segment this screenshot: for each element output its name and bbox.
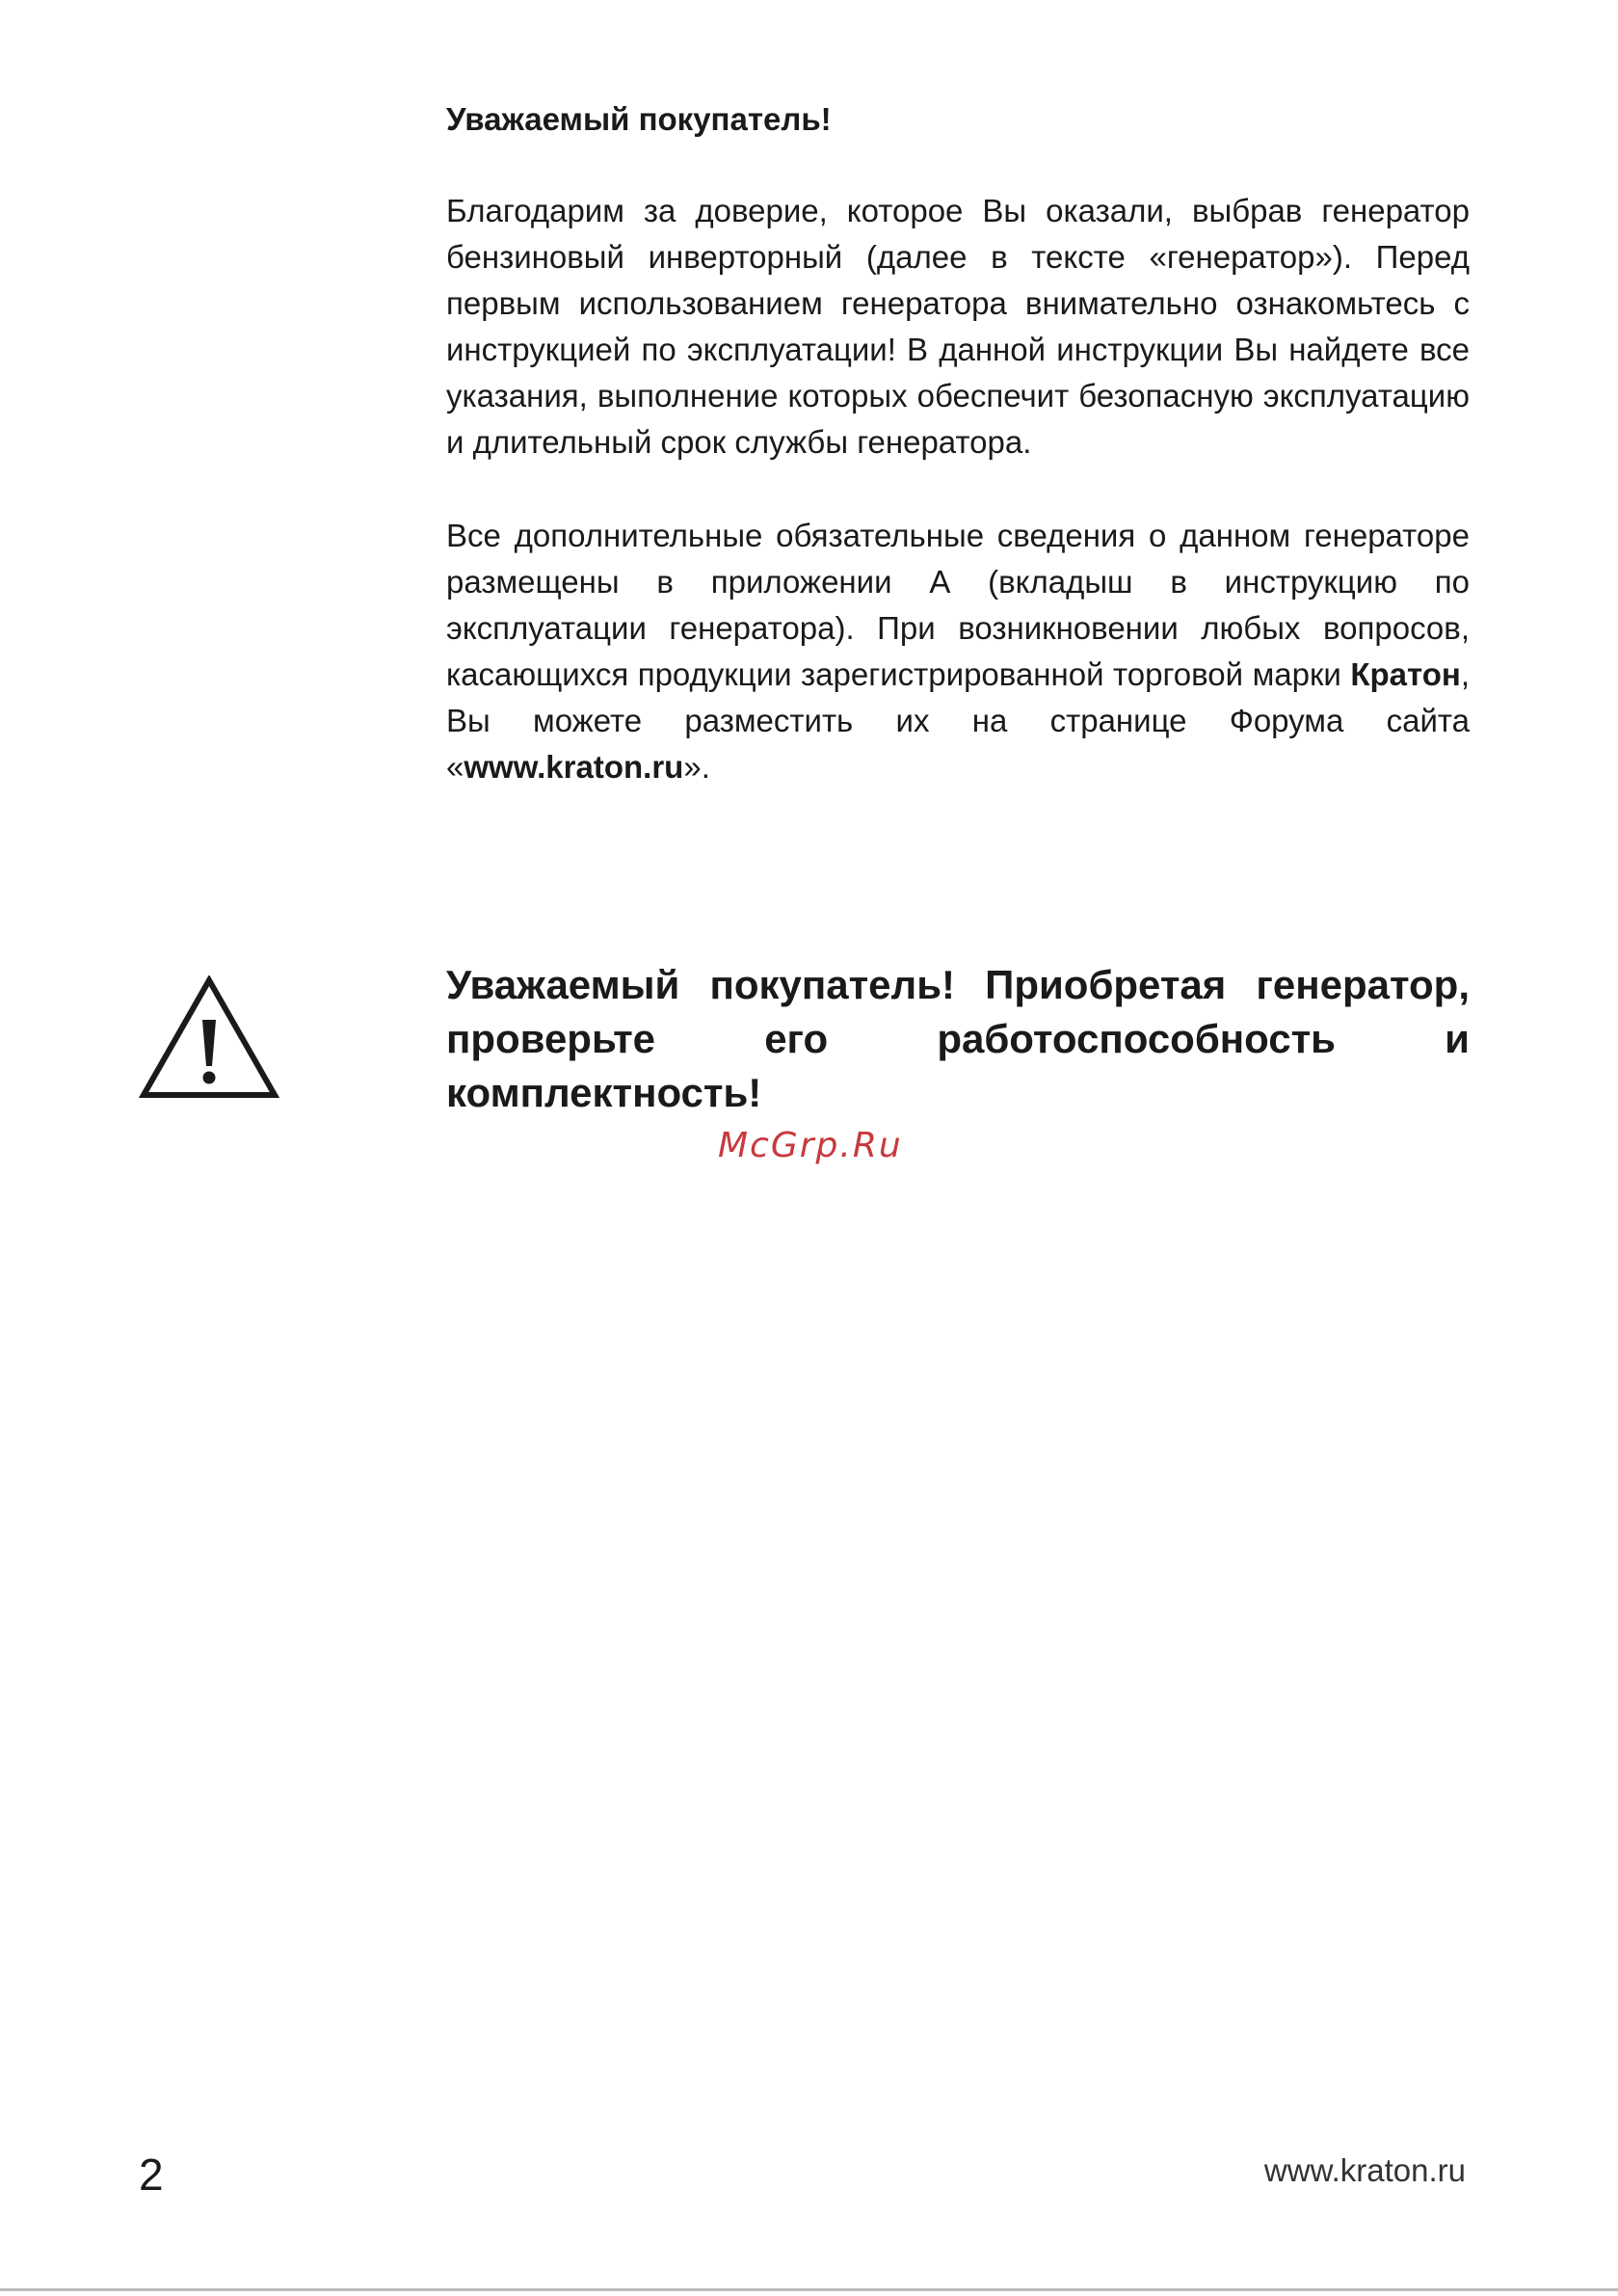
warning-triangle-icon [139,975,279,1101]
watermark: McGrp.Ru [718,1126,903,1165]
brand-name: Кратон [1350,656,1461,692]
warning-message: Уважаемый покупатель! Приобретая генератор, проверьте его работоспособность и комплектность! [446,962,1470,1115]
bottom-divider [0,2288,1618,2291]
site-link[interactable]: www.kraton.ru [464,749,684,785]
info-paragraph-part1: Все дополнительные обязательные сведения о данном генераторе размещены в приложении А (вкладыш в инструкцию по эксплуатации генератора). При возникновении любых вопросов, касающихся продукции зарегистрированной торговой марки [446,518,1470,692]
info-paragraph-part3: ». [683,749,710,785]
footer-site-link[interactable]: www.kraton.ru [1263,2152,1466,2188]
info-paragraph [446,513,1470,790]
page-number: 2 [139,2149,164,2200]
info-paragraph-part2: , Вы можете разместить их на странице Форума сайта « [446,656,1470,785]
intro-paragraph: Благодарим за доверие, которое Вы оказали, выбрав генератор бензиновый инверторный (далее в тексте «генератор»). Перед первым использованием генератора внимательно ознакомьтесь с инструкцией по эксплуатации! В данной инструкции Вы найдете все указания, выполнение которых обеспечит безопасную эксплуатацию и длительный срок службы генератора. [446,193,1470,460]
greeting-heading: Уважаемый покупатель! [446,101,832,137]
